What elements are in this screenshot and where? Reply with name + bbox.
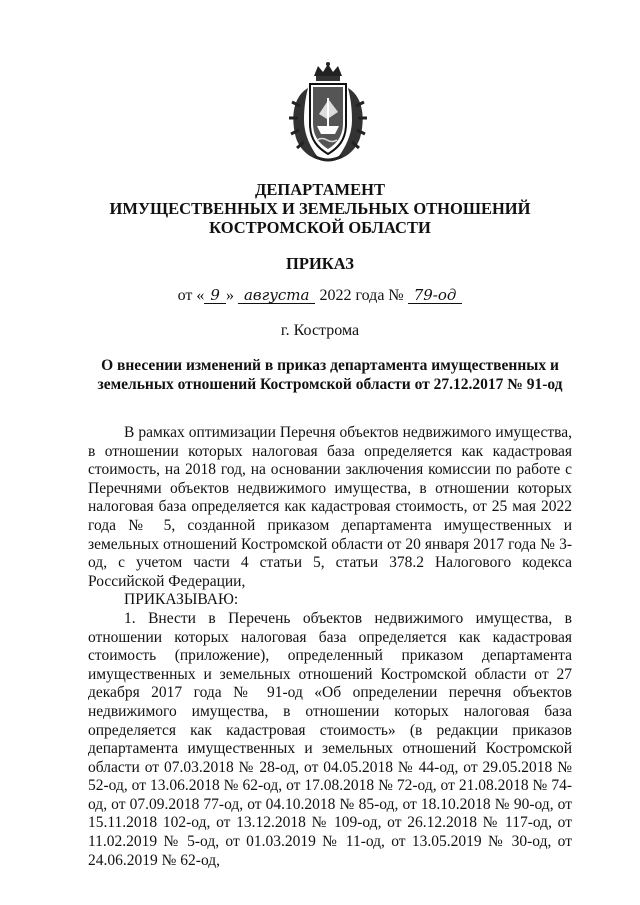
department-name-line-3: КОСТРОМСКОЙ ОБЛАСТИ [209, 218, 431, 237]
department-name-line-1: ДЕПАРТАМЕНТ [255, 180, 385, 199]
date-day-handwritten: 9 [204, 287, 226, 304]
order-word: ПРИКАЗЫВАЮ: [124, 591, 239, 609]
date-mid: » [225, 287, 234, 304]
date-prefix: от « [177, 287, 205, 304]
city: г. Кострома [280, 322, 360, 339]
document-body [88, 424, 572, 870]
document-type: ПРИКАЗ [286, 254, 354, 273]
date-month-handwritten: августа [238, 287, 316, 304]
date-number-line [0, 287, 640, 305]
order-subject: О внесении изменений в приказ департамента имущественных и земельных отношений Костромской области от 27.12.2017 № 91-од [97, 357, 563, 393]
paragraph-preamble: В рамках оптимизации Перечня объектов недвижимого имущества, в отношении которых налоговая база определяется как кадастровая стоимость, на 2018 год, на основании заключения комиссии по работе с Перечнями объектов недвижимого имущества, в отношении которых налоговая база определяется как кадастровая стоимость, от 25 мая 2022 года № 5, созданной приказом департамента имущественных и земельных отношений Костромской области от 20 января 2017 года № 3-од, с учетом части 4 статьи 5, статьи 378.2 Налогового кодекса Российской Федерации, [88, 424, 572, 590]
department-name-line-2: ИМУЩЕСТВЕННЫХ И ЗЕМЕЛЬНЫХ ОТНОШЕНИЙ [109, 199, 531, 218]
paragraph-item-1: 1. Внести в Перечень объектов недвижимого имущества, в отношении которых налоговая база определяется как кадастровая стоимость (приложение), определенный приказом департамента имущественных и земельных отношений Костромской области от 27 декабря 2017 года № 91-од «Об определении перечня объектов недвижимого имущества, в отношении которых налоговая база определяется как кадастровая стоимость» (в редакции приказов департамента имущественных и земельных отношений Костромской области от 07.03.2018 № 28-од, от 04.05.2018 № 44-од, от 29.05.2018 № 52-од, от 13.06.2018 № 62-од, от 17.08.2018 № 72-од, от 21.08.2018 № 74-од, от 07.09.2018 77-од, от 04.10.2018 № 85-од, от 18.10.2018 № 90-од, от 15.11.2018 102-од, от 13.12.2018 № 109-од, от 26.12.2018 № 117-од, от 11.02.2019 № 5-од, от 01.03.2019 № 11-од, от 13.05.2019 № 30-од, от 24.06.2019 № 62-од, [88, 609, 572, 869]
date-year: 2022 года № [319, 287, 404, 304]
coat-of-arms-icon [286, 62, 370, 164]
order-number-handwritten: 79-од [408, 287, 463, 304]
